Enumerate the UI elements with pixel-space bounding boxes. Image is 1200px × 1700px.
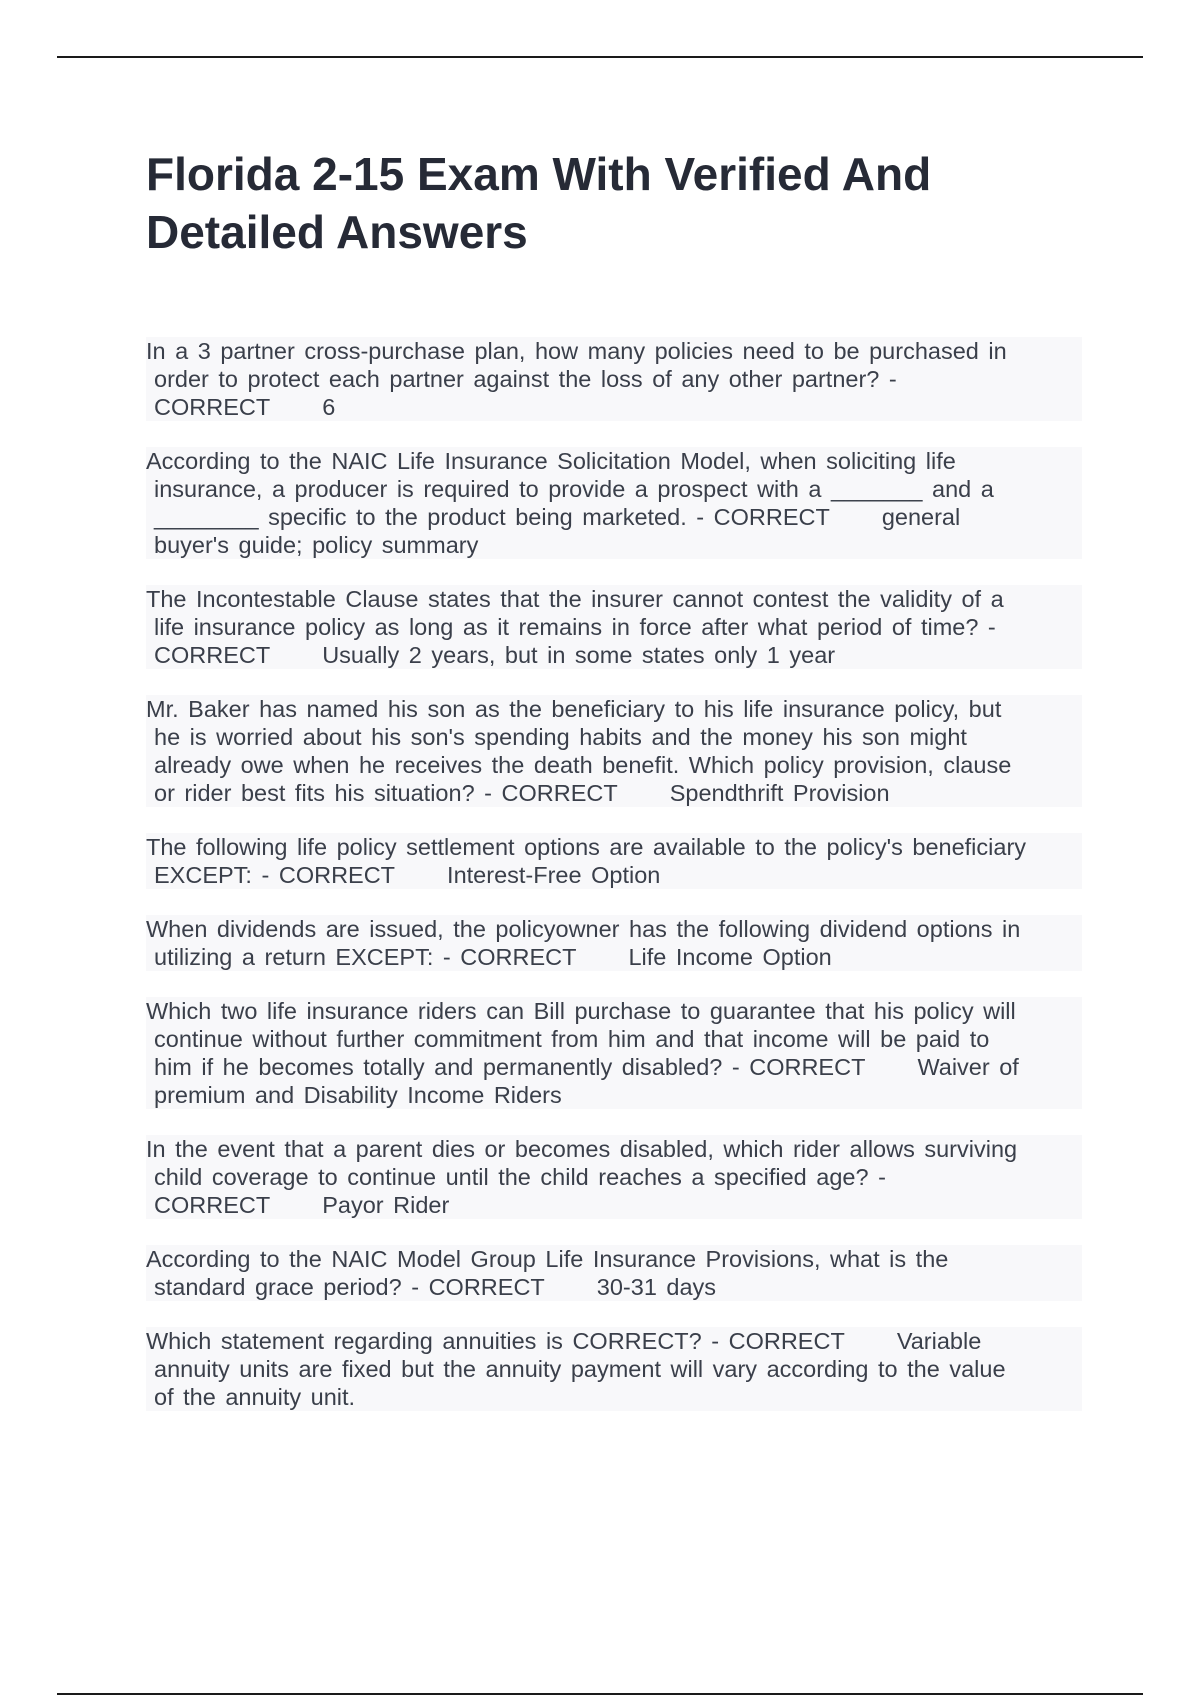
correct-label: CORRECT [154,642,271,668]
question-line: In a 3 partner cross-purchase plan, how many policies need to be purchased in [146,337,1082,365]
answer-line: buyer's guide; policy summary [146,531,1082,559]
correct-label: CORRECT [428,1274,545,1300]
question-line: child coverage to continue until the child reaches a specified age? - [146,1163,1082,1191]
question-text: standard grace period? - [154,1274,420,1300]
question-line: The Incontestable Clause states that the insurer cannot contest the validity of a [146,585,1082,613]
header-rule [57,56,1143,58]
answer-text: Spendthrift Provision [669,780,890,806]
qa-item [146,585,1082,669]
question-line [146,503,1082,531]
correct-label: CORRECT [460,944,577,970]
answer-text: general [881,504,961,530]
answer-text: Payor Rider [322,1192,450,1218]
answer-line [146,1273,1082,1301]
answer-text: 6 [322,394,336,420]
qa-item [146,1245,1082,1301]
correct-label: CORRECT [501,780,618,806]
question-line: According to the NAIC Model Group Life Insurance Provisions, what is the [146,1245,1082,1273]
answer-line: premium and Disability Income Riders [146,1081,1082,1109]
qa-item [146,1135,1082,1219]
document-title [146,145,1106,261]
title-line-1: Florida 2-15 Exam With Verified And [146,148,932,200]
question-line: life insurance policy as long as it remains in force after what period of time? - [146,613,1082,641]
answer-text: Interest-Free Option [447,862,661,888]
correct-label: CORRECT [278,862,396,888]
correct-label: CORRECT [154,394,271,420]
qa-item [146,337,1082,421]
answer-line [146,393,1082,421]
answer-text: 30-31 days [596,1274,717,1300]
question-text: or rider best fits his situation? - [154,780,492,806]
question-list [146,337,1082,1437]
answer-line [146,1191,1082,1219]
question-line: insurance, a producer is required to provide a prospect with a _______ and a [146,475,1082,503]
question-line: According to the NAIC Life Insurance Solicitation Model, when soliciting life [146,447,1082,475]
qa-item [146,833,1082,889]
answer-line [146,861,1082,889]
qa-item [146,915,1082,971]
question-line: In the event that a parent dies or becomes disabled, which rider allows surviving [146,1135,1082,1163]
question-line [146,1053,1082,1081]
question-text: Which statement regarding annuities is CORRECT? - [146,1328,720,1354]
answer-text: Variable [896,1328,982,1354]
answer-line [146,641,1082,669]
qa-item [146,997,1082,1109]
question-line: Mr. Baker has named his son as the beneficiary to his life insurance policy, but [146,695,1082,723]
correct-label: CORRECT [728,1328,845,1354]
answer-text: Waiver of [917,1054,1019,1080]
answer-text: Usually 2 years, but in some states only 1 year [322,642,836,668]
answer-line: annuity units are fixed but the annuity payment will vary according to the value [146,1355,1082,1383]
answer-line: of the annuity unit. [146,1383,1082,1411]
question-line: The following life policy settlement options are available to the policy's beneficiary [146,833,1082,861]
question-line: he is worried about his son's spending habits and the money his son might [146,723,1082,751]
qa-item [146,695,1082,807]
question-text: him if he becomes totally and permanently disabled? - [154,1054,740,1080]
question-text: EXCEPT: - [154,862,270,888]
correct-label: CORRECT [154,1192,271,1218]
qa-item [146,447,1082,559]
answer-line [146,779,1082,807]
qa-item [146,1327,1082,1411]
question-line: When dividends are issued, the policyowner has the following dividend options in [146,915,1082,943]
answer-line [146,943,1082,971]
question-line: order to protect each partner against the loss of any other partner? - [146,365,1082,393]
question-line [146,1327,1082,1355]
question-text: ________ specific to the product being marketed. - [154,504,705,530]
question-line: already owe when he receives the death benefit. Which policy provision, clause [146,751,1082,779]
correct-label: CORRECT [713,504,830,530]
question-line: continue without further commitment from him and that income will be paid to [146,1025,1082,1053]
footer-rule [57,1693,1143,1695]
question-line: Which two life insurance riders can Bill purchase to guarantee that his policy will [146,997,1082,1025]
correct-label: CORRECT [749,1054,866,1080]
answer-text: Life Income Option [628,944,832,970]
question-text: utilizing a return EXCEPT: - [154,944,451,970]
title-line-2: Detailed Answers [146,206,528,258]
